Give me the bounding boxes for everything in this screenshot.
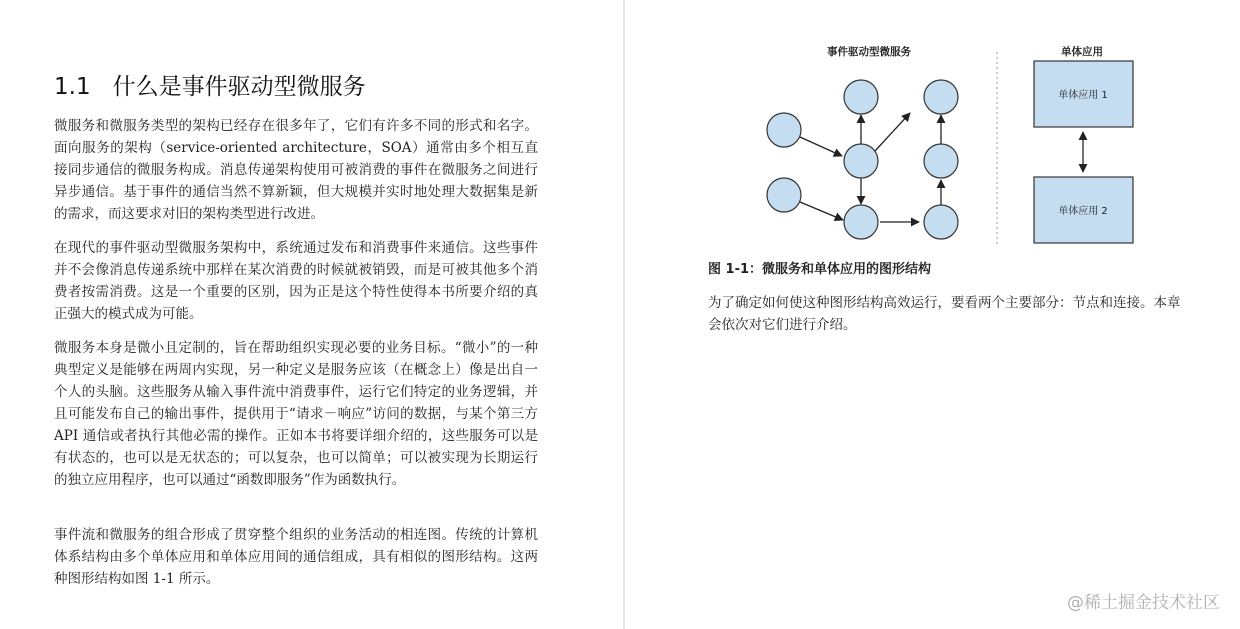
edge bbox=[800, 202, 843, 220]
service-node bbox=[924, 144, 958, 178]
service-node bbox=[924, 205, 958, 239]
figure-diagram bbox=[625, 0, 1240, 250]
monolith-box-1-label: 单体应用 1 bbox=[1058, 90, 1108, 101]
service-node bbox=[767, 178, 801, 212]
section-heading bbox=[54, 68, 366, 101]
edge bbox=[875, 113, 910, 151]
paragraph: 在现代的事件驱动型微服务架构中，系统通过发布和消费事件来通信。这些事件并不会像消息传递系统中那样在某次消费的时候就被销毁，而是可被其他多个消费者按需消费。这是一个重要的区别，因为正是这个特性使得本书所要介绍的真正强大的模式成为可能。 bbox=[54, 240, 538, 322]
diagram-left-title: 事件驱动型微服务 bbox=[827, 46, 911, 58]
paragraph: 微服务和微服务类型的架构已经存在很多年了，它们有许多不同的形式和名字。面向服务的架构（service-oriented architecture，SOA）通常由多个相互直接同步通信的微服务构成。消息传递架构使用可被消费的事件在微服务之间进行异步通信。基于事件的通信当然不算新颖，但大规模并实时地处理大数据集是新的需求，而这要求对旧的架构类型进行改进。 bbox=[54, 118, 538, 222]
service-node bbox=[844, 205, 878, 239]
paragraph: 微服务本身是微小且定制的，旨在帮助组织实现必要的业务目标。“微小”的一种典型定义是能够在两周内实现，另一种定义是服务应该（在概念上）像是出自一个人的头脑。这些服务从输入事件流中消费事件，运行它们特定的业务逻辑，并且可能发布自己的输出事件，提供用于“请求－响应”访问的数据，与某个第三方 API 通信或者执行其他必需的操作。正如本书将要详细介绍的，这些服务可以是有状态的，也可以是无状态的；可以复杂，也可以简单；可以被实现为长期运行的独立应用程序，也可以通过“函数即服务”作为函数执行。 bbox=[54, 340, 538, 488]
section-number: 1.1 bbox=[54, 74, 91, 100]
service-node bbox=[844, 144, 878, 178]
service-node bbox=[924, 80, 958, 114]
figure-caption: 图 1-1：微服务和单体应用的图形结构 bbox=[708, 262, 932, 277]
diagram-right-title: 单体应用 bbox=[1061, 46, 1103, 58]
section-title: 什么是事件驱动型微服务 bbox=[112, 74, 366, 100]
watermark: @稀土掘金技术社区 bbox=[1067, 593, 1220, 613]
service-node bbox=[767, 113, 801, 147]
edge bbox=[800, 137, 842, 156]
paragraph: 为了确定如何使这种图形结构高效运行，要看两个主要部分：节点和连接。本章会依次对它们进行介绍。 bbox=[708, 295, 1181, 333]
monolith-box-2-label: 单体应用 2 bbox=[1058, 206, 1108, 217]
right-page bbox=[625, 0, 1240, 629]
diagram-nodes bbox=[767, 80, 958, 239]
service-node bbox=[844, 80, 878, 114]
paragraph: 事件流和微服务的组合形成了贯穿整个组织的业务活动的相连图。传统的计算机体系结构由多个单体应用和单体应用间的通信组成，具有相似的图形结构。这两种图形结构如图 1-1 所示。 bbox=[54, 527, 538, 587]
